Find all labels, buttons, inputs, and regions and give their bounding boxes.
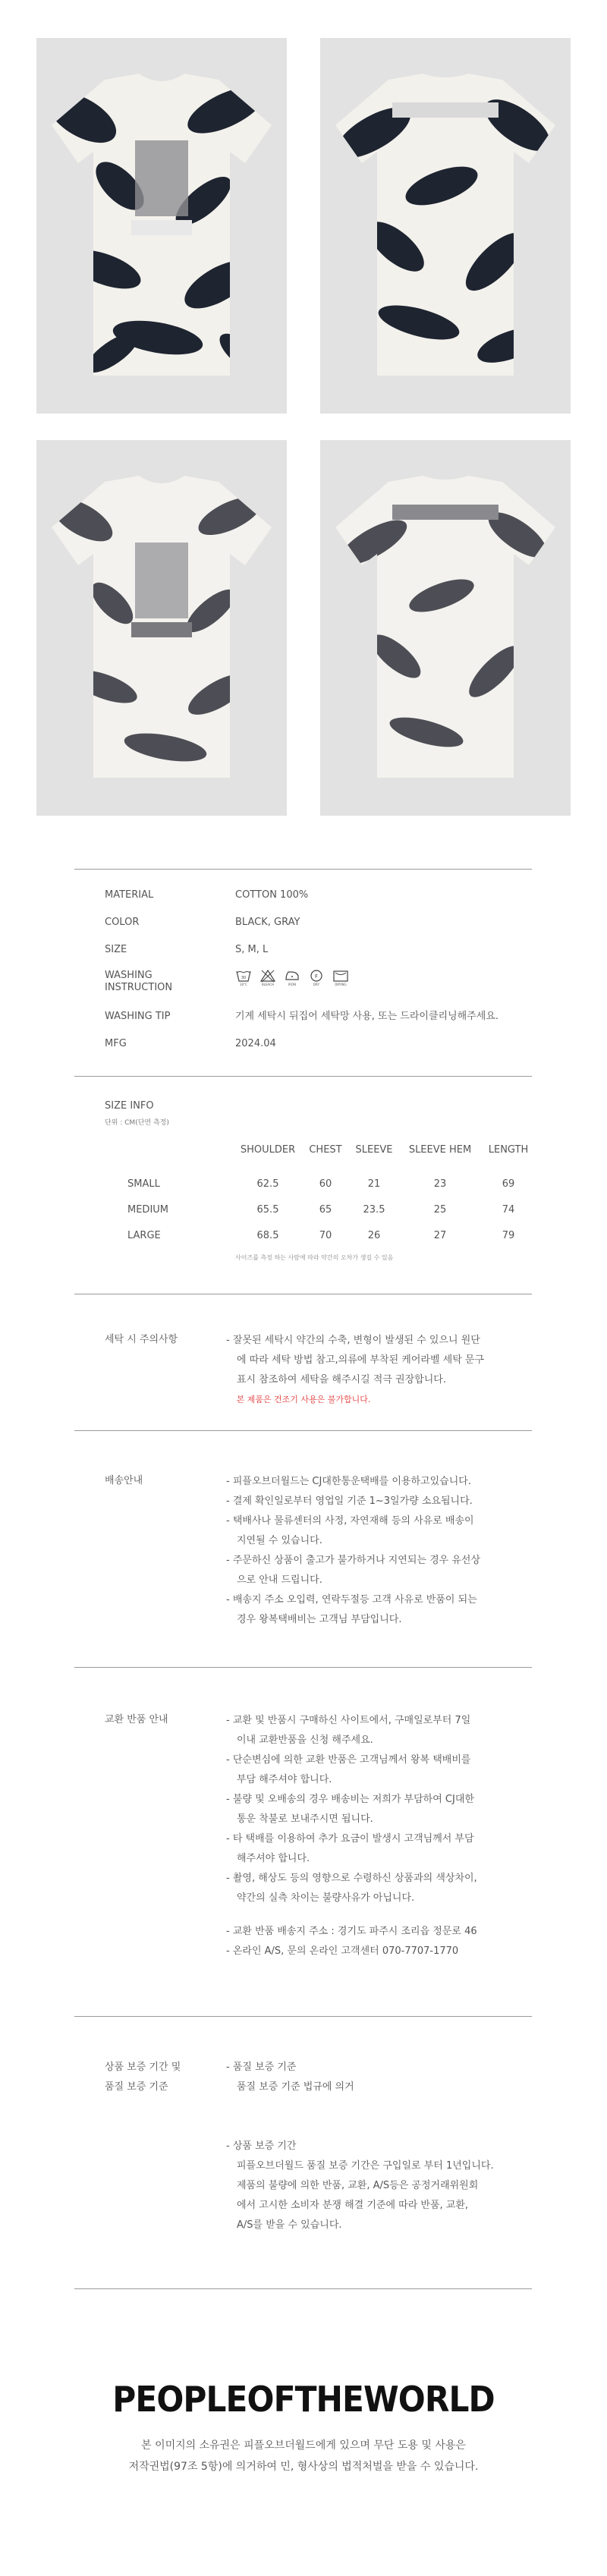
warranty-line: 에서 고시한 소비자 분쟁 해결 기준에 따라 반품, 교환,	[237, 2200, 469, 2211]
exchange-line: 해주셔야 합니다.	[237, 1853, 310, 1864]
warranty-line: 제품의 불량에 의한 반품, 교환, A/S등은 공정거래위원회	[237, 2180, 479, 2191]
bleach-caption: BLEACH	[262, 983, 274, 986]
wash-30-caption: 30°C	[240, 983, 247, 986]
washing-label-line2: INSTRUCTION	[105, 982, 173, 993]
shipping-line: - 배송지 주소 오입력, 연락두절등 고객 사유로 반품이 되는	[226, 1594, 477, 1606]
header-sleeve-hem: SLEEVE HEM	[408, 1144, 472, 1156]
exchange-line: - 불량 및 오배송의 경우 배송비는 저희가 부담하여 CJ대한	[226, 1794, 474, 1805]
divider-shipping	[74, 1667, 532, 1668]
exchange-line: 부담 해주셔야 합니다.	[237, 1774, 332, 1785]
divider-top	[74, 869, 532, 870]
divider-washing	[74, 1430, 532, 1431]
exchange-line: - 타 택배를 이용하여 추가 요금이 발생시 고객님께서 부담	[226, 1833, 474, 1845]
header-length: LENGTH	[488, 1144, 529, 1156]
shipping-line: - 택배사나 물류센터의 사정, 자연재해 등의 사유로 배송이	[226, 1515, 474, 1527]
divider-warranty	[74, 2288, 532, 2289]
shipping-line: 으로 안내 드립니다.	[237, 1574, 322, 1586]
warranty-line: 품질 보증 기준 법규에 의거	[237, 2081, 354, 2093]
warranty-title	[105, 2058, 181, 2097]
header-sleeve: SLEEVE	[355, 1144, 393, 1156]
size-info-unit: 단위 : CM(단면 측정)	[105, 1119, 169, 1127]
copyright-line1: 본 이미지의 소유권은 피플오브더월드에게 있으며 무단 도용 및 사용은	[141, 2439, 466, 2452]
medium-sleeve-hem: 25	[433, 1204, 447, 1216]
photo-black-front	[36, 38, 287, 414]
color-label: COLOR	[105, 917, 140, 928]
mfg-label: MFG	[105, 1038, 127, 1049]
warranty-body-b	[226, 2137, 537, 2235]
washing-label-line1: WASHING	[105, 970, 153, 981]
tshirt-gray-front-image	[52, 474, 272, 778]
washing-tip-label: WASHING TIP	[105, 1011, 171, 1022]
washing-care-body	[226, 1331, 537, 1390]
warranty-line: 피플오브더월드 품질 보증 기간은 구입일로 부터 1년입니다.	[237, 2160, 494, 2172]
photo-black-back	[320, 38, 571, 414]
tshirt-black-front-image	[52, 72, 272, 376]
divider-exchange	[74, 2016, 532, 2017]
shipping-body	[226, 1472, 537, 1630]
exchange-title: 교환 반품 안내	[105, 1714, 168, 1725]
shipping-line: - 피플오브더월드는 CJ대한통운택배를 이용하고있습니다.	[226, 1476, 471, 1487]
copyright-line2: 저작권법(97조 5항)에 의거하여 민, 형사상의 법적처벌을 받을 수 있습니다.	[128, 2461, 479, 2473]
iron-caption: IRON	[288, 983, 297, 986]
washing-care-line: 표시 참조하여 세탁을 해주시길 적극 권장합니다.	[237, 1374, 446, 1386]
svg-text:F: F	[314, 973, 319, 980]
small-sleeve: 21	[367, 1178, 381, 1190]
dryer-warning: 본 제품은 건조기 사용은 불가합니다.	[236, 1395, 371, 1404]
small-chest: 60	[319, 1178, 332, 1190]
dry-caption: DRY	[313, 983, 320, 986]
exchange-line: 통운 착불로 보내주시면 됩니다.	[237, 1813, 373, 1825]
exchange-line: 약간의 실측 차이는 불량사유가 아닙니다.	[237, 1892, 415, 1904]
exchange-line: - 단순변심에 의한 교환 반품은 고객님께서 왕복 택배비를	[226, 1754, 471, 1766]
tshirt-black-back-image	[335, 72, 555, 376]
exchange-line: 이내 교환반품을 신청 해주세요.	[237, 1735, 373, 1746]
washing-care-line: 에 따라 세탁 방법 참고,의류에 부착된 케어라벨 세탁 문구	[237, 1354, 485, 1366]
divider-specs	[74, 1076, 532, 1077]
small-length: 69	[502, 1178, 515, 1190]
large-chest: 70	[319, 1230, 332, 1241]
medium-length: 74	[502, 1204, 515, 1216]
tshirt-gray-back-image	[335, 474, 555, 778]
iron-icon	[284, 969, 300, 989]
small-shoulder: 62.5	[256, 1178, 279, 1190]
medium-chest: 65	[319, 1204, 332, 1216]
svg-text:30: 30	[241, 976, 247, 980]
exchange-line: - 촬영, 해상도 등의 영향으로 수령하신 상품과의 색상차이,	[226, 1873, 477, 1884]
warranty-title-line2: 품질 보증 기준	[105, 2081, 168, 2093]
large-sleeve-hem: 27	[433, 1230, 447, 1241]
photo-gray-front	[36, 440, 287, 816]
row-large-label: LARGE	[127, 1230, 161, 1241]
warranty-title-line1: 상품 보증 기간 및	[105, 2062, 181, 2073]
warranty-line: A/S를 받을 수 있습니다.	[237, 2219, 342, 2231]
shipping-line: - 결제 확인일로부터 영업일 기준 1~3일가량 소요됩니다.	[226, 1496, 473, 1507]
row-medium-label: MEDIUM	[127, 1204, 169, 1216]
wash-30-icon	[235, 969, 252, 989]
no-bleach-icon	[259, 969, 276, 989]
exchange-cs: - 온라인 A/S, 문의 온라인 고객센터 070-7707-1770	[226, 1945, 459, 1957]
large-shoulder: 68.5	[256, 1230, 279, 1241]
dry-clean-icon	[308, 969, 325, 989]
drying-caption: DRYING	[335, 983, 347, 986]
shipping-line: 지연될 수 있습니다.	[237, 1535, 322, 1546]
shipping-line: - 주문하신 상품이 출고가 불가하거나 지연되는 경우 유선상	[226, 1555, 481, 1566]
material-value: COTTON 100%	[235, 889, 309, 901]
color-value: BLACK, GRAY	[235, 917, 300, 928]
drying-icon	[332, 969, 349, 989]
row-small-label: SMALL	[127, 1178, 160, 1190]
medium-sleeve: 23.5	[363, 1204, 385, 1216]
exchange-address: - 교환 반품 배송지 주소 : 경기도 파주시 조리읍 정문로 46	[226, 1926, 477, 1937]
medium-shoulder: 65.5	[256, 1204, 279, 1216]
warranty-line: - 품질 보증 기준	[226, 2062, 297, 2073]
small-sleeve-hem: 23	[433, 1178, 447, 1190]
size-info-note: 사이즈를 측정 하는 사람에 따라 약간의 오차가 생길 수 있음	[235, 1254, 394, 1261]
photo-gray-back	[320, 440, 571, 816]
warranty-body-a	[226, 2058, 537, 2097]
size-label: SIZE	[105, 944, 127, 955]
shipping-line: 경우 왕복택배비는 고객님 부담입니다.	[237, 1614, 402, 1625]
washing-care-title: 세탁 시 주의사항	[105, 1334, 178, 1345]
washing-instruction-label	[105, 970, 172, 994]
exchange-line: - 교환 및 반품시 구매하신 사이트에서, 구매일로부터 7일	[226, 1715, 471, 1726]
exchange-body	[226, 1711, 537, 1961]
large-length: 79	[502, 1230, 515, 1241]
material-label: MATERIAL	[105, 889, 154, 901]
header-shoulder: SHOULDER	[240, 1144, 296, 1156]
mfg-value: 2024.04	[235, 1038, 276, 1049]
brand-logo: PEOPLEOFTHEWORLD	[112, 2379, 495, 2420]
washing-care-line: - 잘못된 세탁시 약간의 수축, 변형이 발생된 수 있으니 원단	[226, 1335, 480, 1346]
large-sleeve: 26	[367, 1230, 381, 1241]
warranty-line: - 상품 보증 기간	[226, 2140, 297, 2152]
size-value: S, M, L	[235, 944, 269, 955]
washing-tip-value: 기계 세탁시 뒤집어 세탁망 사용, 또는 드라이클리닝해주세요.	[235, 1011, 499, 1022]
washing-icons	[235, 969, 349, 989]
shipping-title: 배송안내	[105, 1475, 143, 1486]
header-chest: CHEST	[309, 1144, 342, 1156]
size-info-title: SIZE INFO	[105, 1100, 154, 1112]
